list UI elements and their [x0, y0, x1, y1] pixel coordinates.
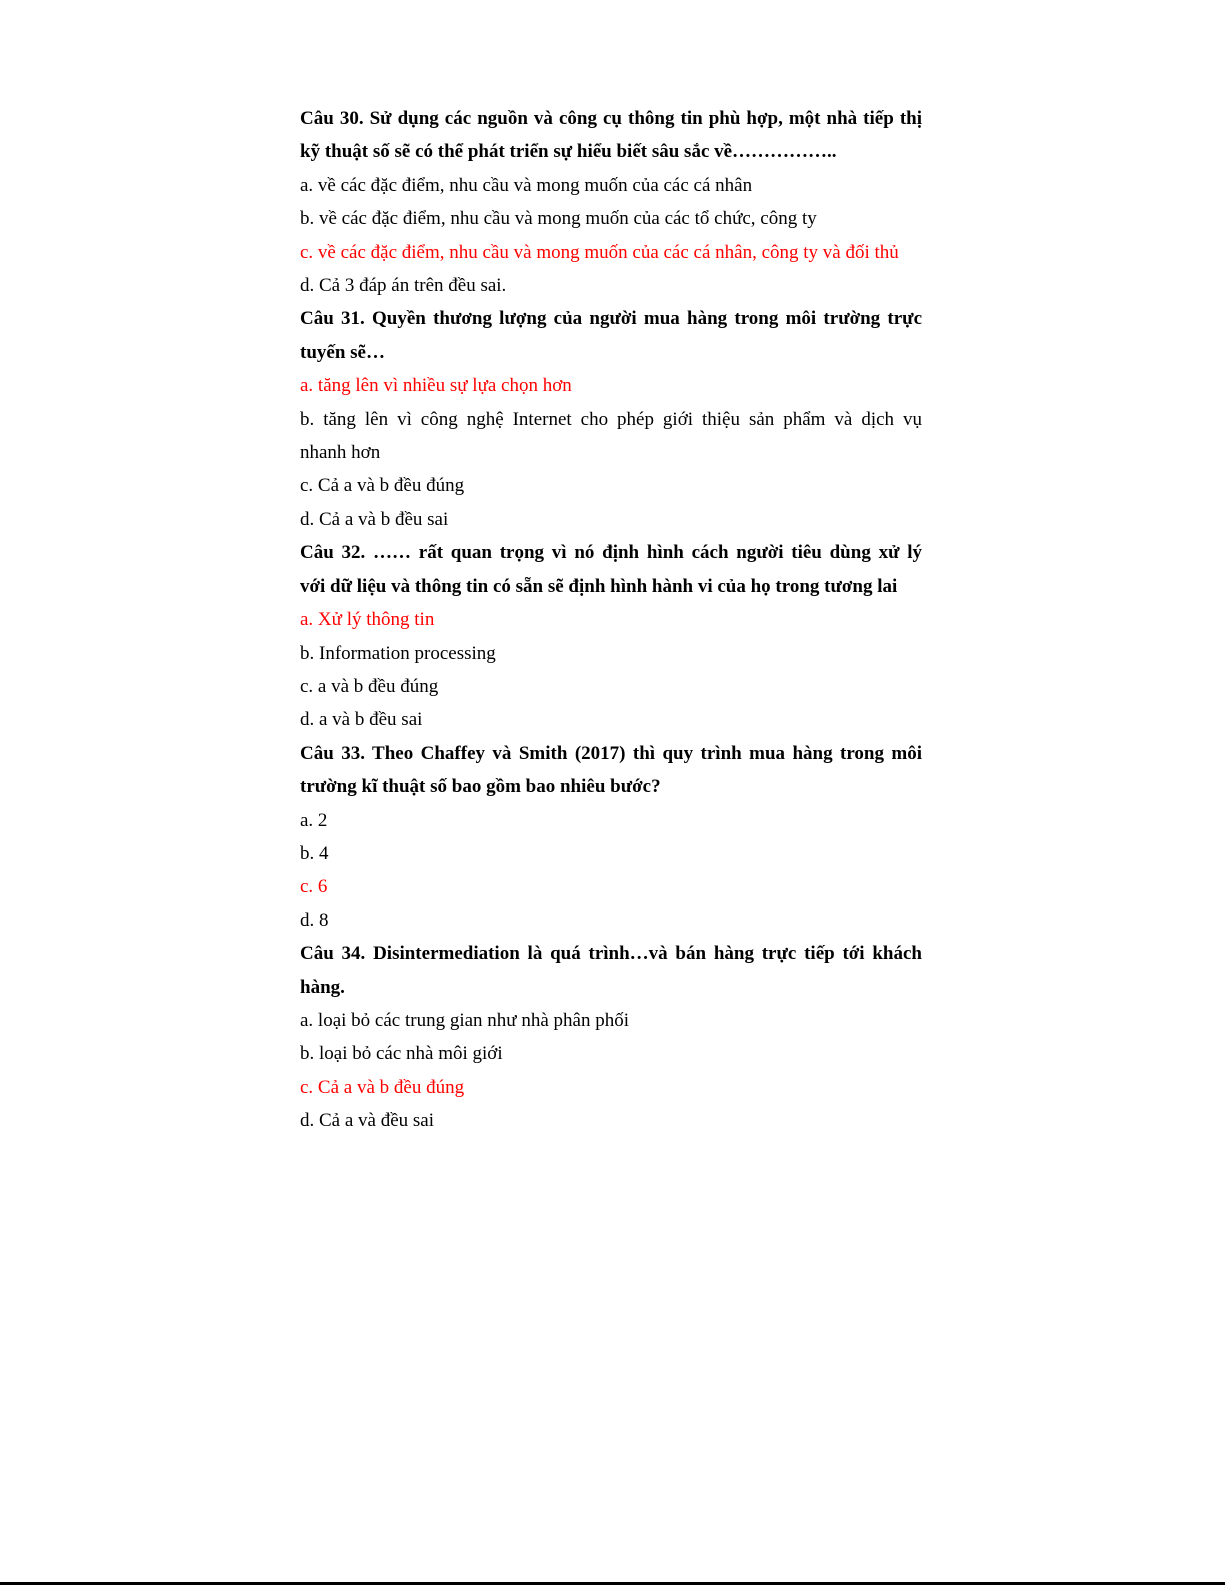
question-33-option-c-correct: c. 6	[300, 876, 328, 898]
question-30-text-line-1: Câu 30. Sử dụng các nguồn và công cụ thông tin phù hợp, một nhà tiếp thị	[300, 108, 922, 129]
question-30-option-c-correct: c. về các đặc điểm, nhu cầu và mong muốn của các cá nhân, công ty và đối thủ	[300, 241, 899, 263]
question-31	[300, 302, 922, 536]
question-31-option-b-line-2: nhanh hơn	[300, 442, 381, 464]
question-34-option-c-correct: c. Cả a và b đều đúng	[300, 1076, 465, 1098]
question-30-option-d: d. Cả 3 đáp án trên đều sai.	[300, 275, 507, 297]
question-32-text-line-1: Câu 32. …… rất quan trọng vì nó định hình cách người tiêu dùng xử lý	[300, 542, 922, 564]
question-31-option-b-line-1: b. tăng lên vì công nghệ Internet cho phép giới thiệu sản phẩm và dịch vụ	[300, 408, 922, 430]
question-32-text-line-2: với dữ liệu và thông tin có sẵn sẽ định hình hành vi của họ trong tương lai	[300, 575, 898, 597]
question-34-option-d: d. Cả a và đều sai	[300, 1110, 435, 1132]
question-31-option-c: c. Cả a và b đều đúng	[300, 475, 465, 497]
question-32-option-d: d. a và b đều sai	[300, 709, 423, 731]
question-30-option-b: b. về các đặc điểm, nhu cầu và mong muốn của các tổ chức, công ty	[300, 208, 817, 230]
question-30	[300, 102, 922, 302]
question-31-option-d: d. Cả a và b đều sai	[300, 508, 449, 530]
question-32-option-c: c. a và b đều đúng	[300, 675, 439, 697]
question-33-option-a: a. 2	[300, 809, 328, 831]
question-30-option-a: a. về các đặc điểm, nhu cầu và mong muốn của các cá nhân	[300, 174, 753, 196]
question-30-text-line-2: kỹ thuật số sẽ có thể phát triển sự hiểu biết sâu sắc về……………..	[300, 141, 837, 163]
question-34-text-line-1: Câu 34. Disintermediation là quá trình…và bán hàng trực tiếp tới khách	[300, 943, 922, 965]
question-32-option-b: b. Information processing	[300, 642, 496, 664]
question-33-text-line-1: Câu 33. Theo Chaffey và Smith (2017) thì quy trình mua hàng trong môi	[300, 742, 922, 764]
question-31-text-line-1: Câu 31. Quyền thương lượng của người mua hàng trong môi trường trực	[300, 308, 922, 330]
question-34-option-b: b. loại bỏ các nhà môi giới	[300, 1043, 503, 1065]
question-34	[300, 937, 922, 1137]
question-34-text-line-2: hàng.	[300, 976, 345, 998]
question-31-text-line-2: tuyến sẽ…	[300, 341, 385, 363]
question-33-option-d: d. 8	[300, 909, 329, 931]
question-32	[300, 536, 922, 736]
question-33-option-b: b. 4	[300, 842, 329, 864]
question-32-option-a-correct: a. Xử lý thông tin	[300, 609, 435, 631]
question-34-option-a: a. loại bỏ các trung gian như nhà phân phối	[300, 1009, 629, 1031]
quiz-content	[300, 102, 922, 1138]
question-31-option-a-correct: a. tăng lên vì nhiều sự lựa chọn hơn	[300, 375, 572, 397]
question-33	[300, 737, 922, 937]
question-33-text-line-2: trường kĩ thuật số bao gồm bao nhiêu bước?	[300, 776, 661, 798]
